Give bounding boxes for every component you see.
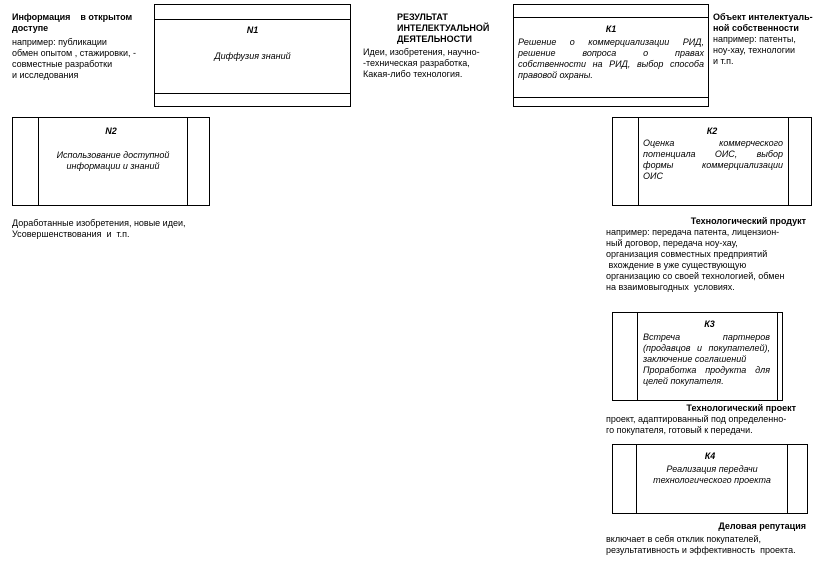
reputation-title: Деловая репутация xyxy=(718,521,806,531)
result-block xyxy=(363,12,503,80)
info-line: обмен опытом , стажировки, - xyxy=(12,48,137,58)
k1-text xyxy=(518,37,704,81)
reputation-line: включает в себя отклик покупателей, xyxy=(606,534,761,544)
n2-box xyxy=(12,117,210,206)
tech-product-line: ный договор, передача ноу-хау, xyxy=(606,238,738,248)
k3-line: целей покупателя. xyxy=(643,376,724,386)
k2-line: потенциала ОИС, выбор xyxy=(643,149,783,159)
k1-box xyxy=(513,4,709,107)
tech-product-title: Технологический продукт xyxy=(690,216,806,226)
result-desc-line: Какая-либо технология. xyxy=(363,69,463,79)
tech-product-line: например: передача патента, лицензион- xyxy=(606,227,780,237)
k2-line: ОИС xyxy=(643,171,663,181)
tech-project-title: Технологический проект xyxy=(686,403,796,413)
k1-line: решение вопроса о правах xyxy=(518,48,704,58)
k1-line: правовой охраны. xyxy=(518,70,593,80)
n2-outputs-block xyxy=(12,218,252,240)
info-open-access-block xyxy=(12,12,154,81)
info-line: и исследования xyxy=(12,70,79,80)
n2-code: N2 xyxy=(105,126,117,136)
k2-box xyxy=(612,117,812,206)
k1-line: Решение о коммерциализации РИД, xyxy=(518,37,704,47)
k2-code: К2 xyxy=(706,126,718,136)
ois-line: например: патенты, xyxy=(713,34,796,44)
ois-title-line: Объект интелектуаль- xyxy=(713,12,813,22)
tech-project-line: проект, адаптированный под определенно- xyxy=(606,414,787,424)
n1-box xyxy=(154,4,351,107)
n1-code: N1 xyxy=(246,25,259,35)
tech-product-line: вхождение в уже существующую xyxy=(606,260,747,270)
n2-line: Использование доступной xyxy=(56,150,170,160)
ois-line: ноу-хау, технологии xyxy=(713,45,796,55)
k3-line: Проработка продукта для xyxy=(643,365,770,375)
k1-code: К1 xyxy=(605,24,617,34)
k3-line: Встреча партнеров xyxy=(643,332,770,342)
ois-block xyxy=(713,12,825,67)
k3-box xyxy=(612,312,783,401)
tech-product-line: на взаимовыгодных условиях. xyxy=(606,282,735,292)
result-title-line: ДЕЯТЕЛЬНОСТИ xyxy=(397,34,472,44)
result-title-line: РЕЗУЛЬТАТ xyxy=(397,12,448,22)
info-line: например: публикации xyxy=(12,37,107,47)
info-line: совместные разработки xyxy=(12,59,113,69)
info-open-access-title-1: Информация в открытом xyxy=(12,12,133,22)
k4-code: К4 xyxy=(704,451,716,461)
k3-code: К3 xyxy=(704,319,715,329)
k4-box xyxy=(612,444,808,514)
tech-product-block xyxy=(606,216,822,293)
tech-product-line: организацию со своей технологией, обмен xyxy=(606,271,785,281)
k2-line: формы коммерциализации xyxy=(643,160,783,170)
ois-title-line: ной собственности xyxy=(713,23,799,33)
tech-product-line: организация совместных предприятий xyxy=(606,249,768,259)
reputation-line: результативность и эффективность проекта. xyxy=(606,545,796,555)
k4-line: Реализация передачи xyxy=(666,464,758,474)
k1-line: собственности на РИД, выбор способа xyxy=(518,59,704,69)
k4-line: технологического проекта xyxy=(653,475,771,485)
n2-text xyxy=(41,150,185,172)
tech-project-line: го покупателя, готовый к передачи. xyxy=(606,425,753,435)
k2-line: Оценка коммерческого xyxy=(643,138,783,148)
k2-text xyxy=(643,138,783,182)
k3-line: (продавцов и покупателей), xyxy=(643,343,770,353)
result-title-line: ИНТЕЛЕКТУАЛЬНОЙ xyxy=(397,23,490,33)
n1-text: Диффузия знаний xyxy=(214,51,291,61)
result-desc-line: Идеи, изобретения, научно- xyxy=(363,47,480,57)
result-desc-line: -техническая разработка, xyxy=(363,58,470,68)
k4-text xyxy=(639,464,785,486)
n2-line: информации и знаний xyxy=(66,161,160,171)
info-open-access-title-2: доступе xyxy=(12,23,49,33)
reputation-block xyxy=(606,521,822,556)
ois-line: и т.п. xyxy=(713,56,734,66)
k3-line: заключение соглашений xyxy=(643,354,747,364)
tech-project-block xyxy=(606,403,822,436)
k3-text xyxy=(643,332,770,387)
n2-output-line: Доработанные изобретения, новые идеи, xyxy=(12,218,186,228)
n2-output-line: Усовершенствования и т.п. xyxy=(12,229,130,239)
